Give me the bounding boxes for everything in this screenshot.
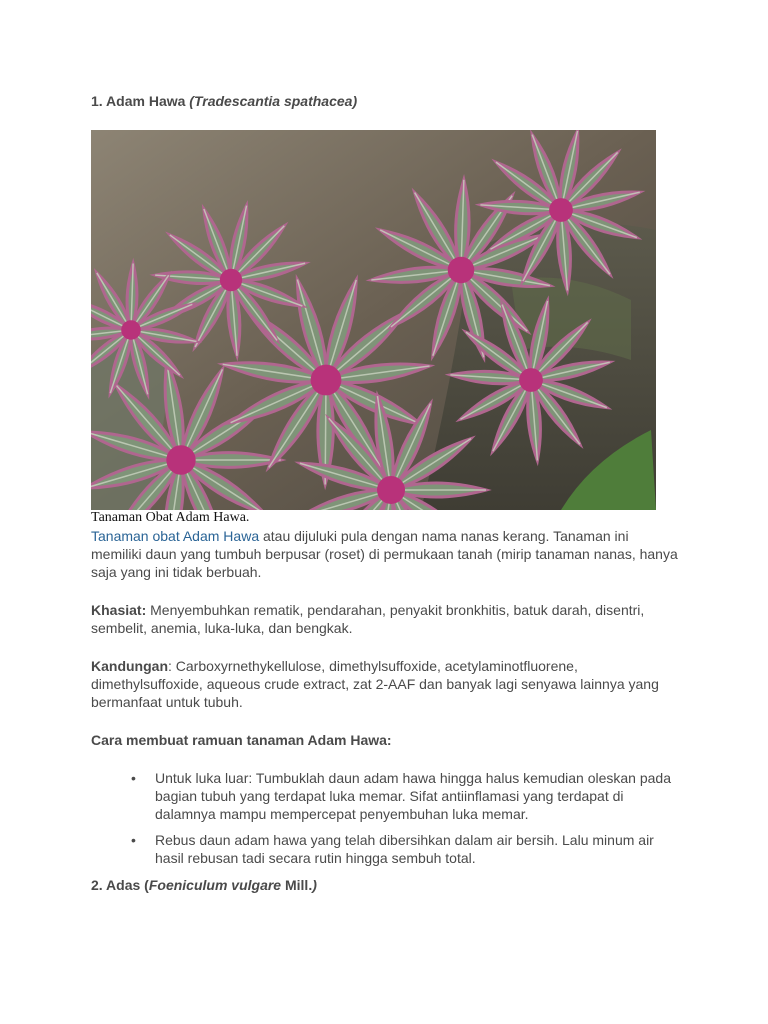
heading-close: ): [312, 877, 317, 893]
author-abbrev: Mill.: [281, 877, 313, 893]
intro-text: atau dijuluki pula dengan nama nanas kerang. Tanaman ini memiliki daun yang tumbuh berpusar (roset) di permukaan tanah (mirip tanaman nanas, hanya saja yang ini tidak berbuah.: [91, 528, 678, 580]
scientific-name: (Tradescantia spathacea): [189, 93, 358, 109]
khasiat-label: Khasiat:: [91, 602, 147, 618]
steps-list: [91, 769, 681, 875]
heading-text: 2. Adas (: [91, 877, 149, 893]
heading-text: 1. Adam Hawa: [91, 93, 190, 109]
bullet-icon: •: [131, 832, 136, 848]
section-heading-adam-hawa: [91, 93, 357, 109]
kandungan-label: Kandungan: [91, 658, 168, 674]
bullet-icon: •: [131, 770, 136, 786]
intro-paragraph: [91, 527, 681, 581]
kandungan-text: : Carboxyrnethykellulose, dimethylsuffoxide, acetylaminotfluorene, dimethylsuffoxide, aqueous crude extract, zat 2-AAF dan banyak lagi senyawa lainnya yang bermanfaat untuk tubuh.: [91, 658, 659, 710]
khasiat-text: Menyembuhkan rematik, pendarahan, penyakit bronkhitis, batuk darah, disentri, sembelit, anemia, luka-luka, dan bengkak.: [91, 602, 645, 636]
list-item: [91, 831, 681, 867]
list-item: [91, 769, 681, 823]
step-text: Untuk luka luar: Tumbuklah daun adam hawa hingga halus kemudian oleskan pada bagian tubuh yang terdapat luka memar. Sifat antiinflamasi yang terdapat di dalamnya mampu mempercepat penyembuhan luka memar.: [155, 770, 672, 822]
kandungan-paragraph: [91, 657, 681, 711]
cara-heading: Cara membuat ramuan tanaman Adam Hawa:: [91, 732, 392, 748]
section-heading-adas: [91, 877, 317, 893]
photo-caption: Tanaman Obat Adam Hawa.: [91, 510, 250, 525]
plant-photo: [91, 130, 656, 510]
khasiat-paragraph: [91, 601, 681, 637]
scientific-name: Foeniculum vulgare: [148, 877, 282, 893]
adam-hawa-link[interactable]: Tanaman obat Adam Hawa: [91, 528, 260, 544]
step-text: Rebus daun adam hawa yang telah dibersihkan dalam air bersih. Lalu minum air hasil rebusan tadi secara rutin hingga sembuh total.: [155, 832, 654, 866]
